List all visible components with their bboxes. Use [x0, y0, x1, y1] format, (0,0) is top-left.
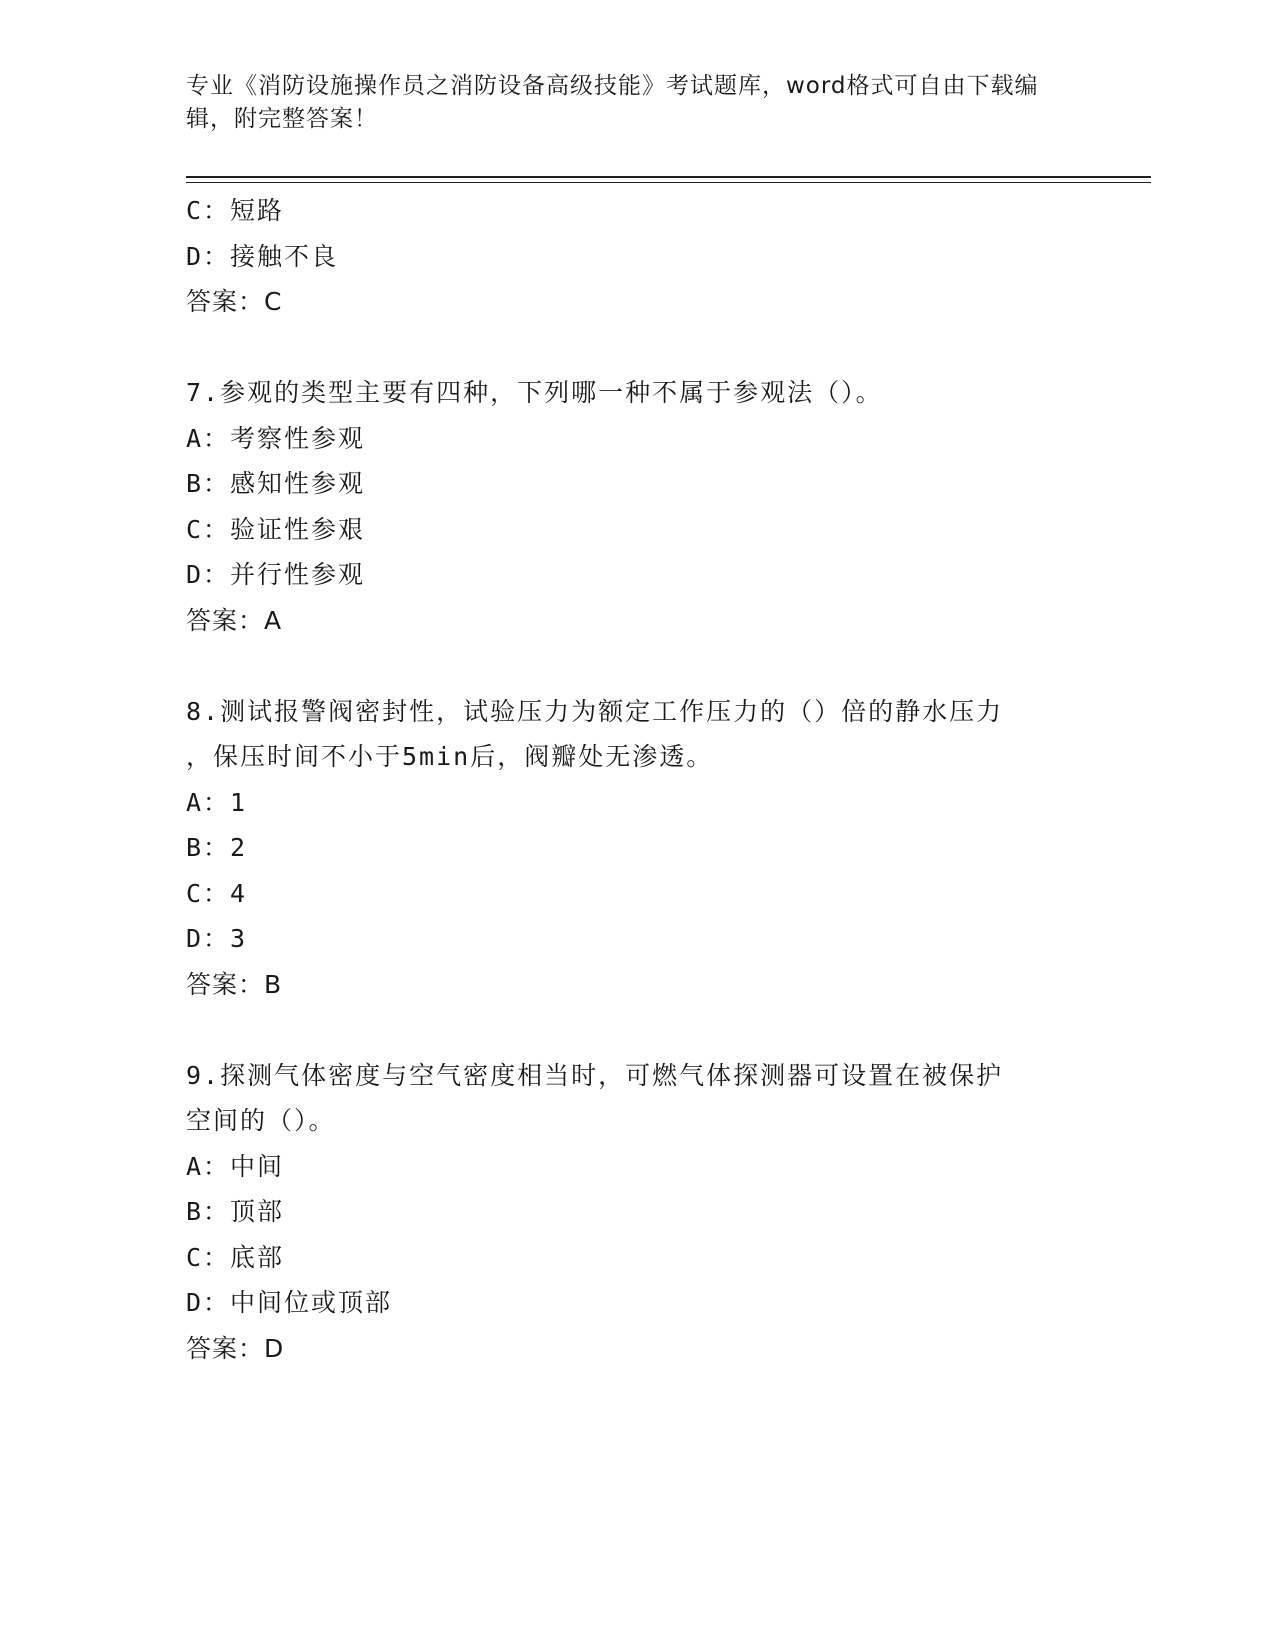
question-7	[186, 370, 1086, 643]
answer-line: 答案：C	[186, 287, 283, 316]
answer-line: 答案：A	[186, 605, 283, 635]
option-d: D：3	[186, 924, 248, 953]
question-stem: 7.参观的类型主要有四种，下列哪一种不属于参观法（）。	[186, 378, 883, 407]
question-stem-continued: 空间的（）。	[186, 1106, 336, 1135]
question-content	[186, 188, 1086, 1371]
option-d: D：接触不良	[186, 241, 339, 271]
answer-line: 答案：B	[186, 969, 283, 999]
answer-line: 答案：D	[186, 1333, 285, 1363]
question-stem: 8.测试报警阀密封性，试验压力为额定工作压力的（）倍的静水压力	[186, 696, 1004, 726]
header-rule-thick	[186, 176, 1151, 178]
question-stem: 9.探测气体密度与空气密度相当时，可燃气体探测器可设置在被保护	[186, 1060, 1004, 1090]
header-line-2: 辑，附完整答案！	[186, 106, 378, 132]
document-header	[186, 70, 1066, 136]
option-a: A：1	[186, 787, 248, 817]
option-b: B：顶部	[186, 1197, 285, 1226]
header-rule-thin	[186, 182, 1151, 183]
question-9	[186, 1053, 1086, 1372]
question-6-continued	[186, 188, 1086, 325]
option-a: A：中间	[186, 1151, 285, 1181]
option-a: A：考察性参观	[186, 423, 366, 453]
question-8	[186, 689, 1086, 1008]
option-d: D：中间位或顶部	[186, 1288, 393, 1317]
question-spacer	[186, 643, 1086, 689]
option-b: B：2	[186, 833, 248, 862]
option-d: D：并行性参观	[186, 560, 366, 589]
option-b: B：感知性参观	[186, 469, 366, 498]
question-spacer	[186, 325, 1086, 371]
option-c: C：验证性参艰	[186, 514, 366, 544]
option-c: C：底部	[186, 1242, 285, 1272]
question-spacer	[186, 1007, 1086, 1053]
question-stem-continued: ，保压时间不小于5min后，阀瓣处无渗透。	[186, 742, 714, 771]
option-c: C：短路	[186, 196, 285, 225]
option-c: C：4	[186, 878, 248, 908]
header-line-1: 专业《消防设施操作员之消防设备高级技能》考试题库，word格式可自由下载编	[186, 73, 1039, 99]
